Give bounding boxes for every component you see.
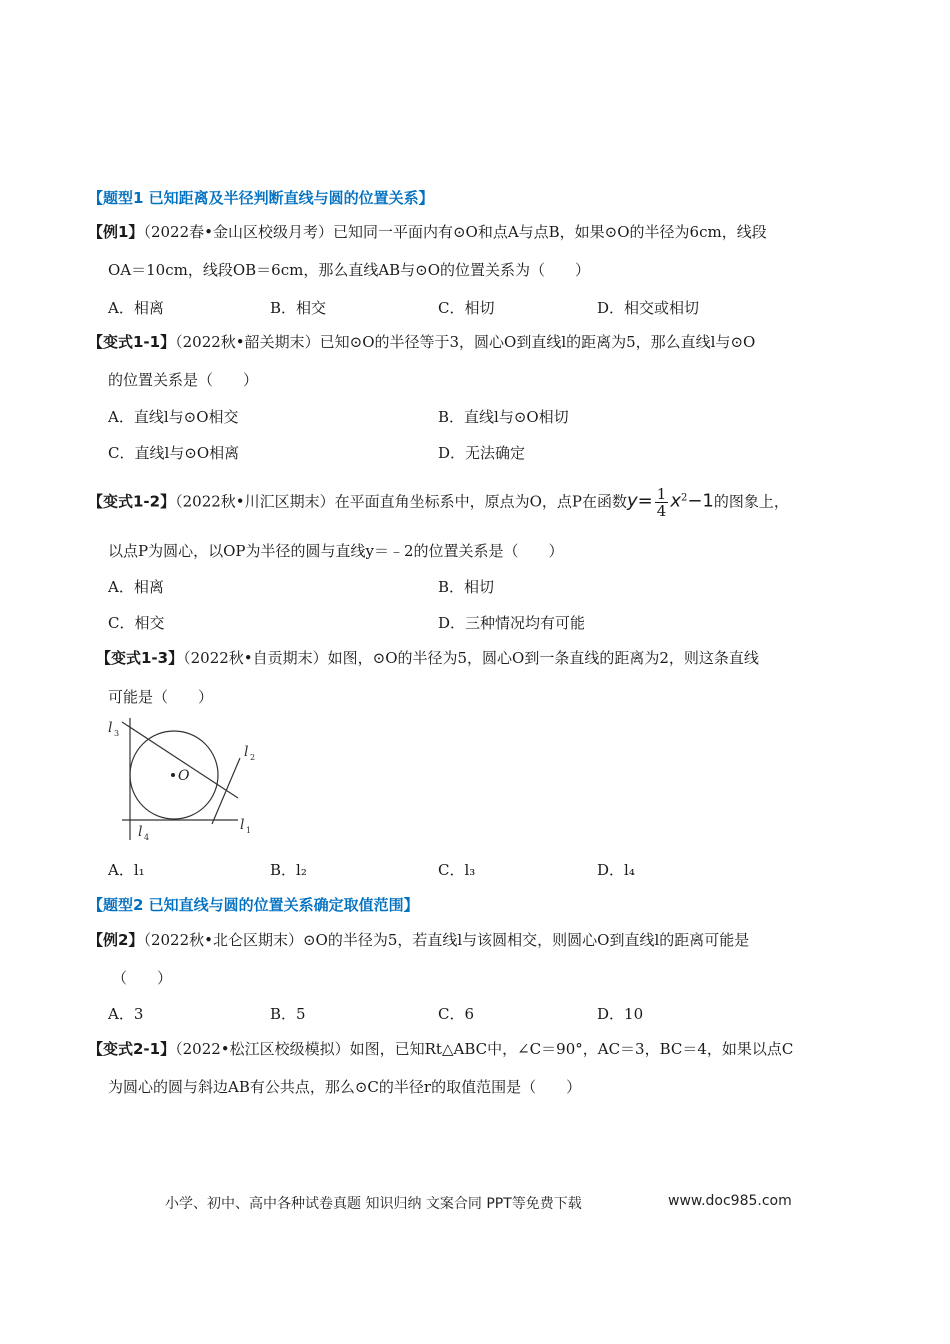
label-l1: l [240, 817, 245, 833]
label-l2: l [244, 744, 249, 760]
option-d: D．无法确定 [438, 444, 526, 462]
option-a: A．直线l与⊙O相交 [108, 408, 239, 426]
question-text: （2022秋•北仑区期末）⊙O的半径为5，若直线l与该圆相交，则圆心O到直线l的距离可能是 [143, 931, 750, 949]
question-4-line-2: 可能是（ ） [108, 688, 214, 706]
option-d: D．10 [597, 1005, 644, 1023]
option-c: C．直线l与⊙O相离 [108, 444, 240, 462]
option-c: C．相切 [438, 299, 495, 317]
label-l3-sub: 3 [114, 729, 120, 738]
formula-y: y= [627, 490, 653, 512]
question-1-line-1 [88, 222, 767, 242]
line-l3 [122, 722, 238, 798]
option-a: A．相离 [108, 578, 164, 596]
label-l2-sub: 2 [250, 753, 256, 762]
question-5-line-2: （ ） [112, 969, 173, 987]
option-b: B．直线l与⊙O相切 [438, 408, 569, 426]
question-6-line-1 [88, 1039, 793, 1059]
formula-fraction [655, 486, 669, 519]
formula-x: x [670, 490, 681, 512]
footer-text: 小学、初中、高中各种试卷真题 知识归纳 文案合同 PPT等免费下载 [165, 1196, 582, 1212]
question-2-line-1 [88, 332, 755, 352]
option-b: B．相切 [438, 578, 495, 596]
question-label: 【例1】 [88, 223, 144, 241]
question-text: （2022秋•川汇区期末）在平面直角坐标系中，原点为O，点P在函数 [175, 492, 628, 511]
option-a: A．l₁ [108, 861, 145, 879]
question-label: 【变式1-2】 [88, 492, 176, 511]
question-3-line-1 [88, 486, 789, 519]
section-heading-1: 【题型1 已知距离及半径判断直线与圆的位置关系】 [88, 189, 434, 207]
question-label: 【变式2-1】 [88, 1040, 176, 1058]
question-label: 【例2】 [88, 931, 144, 949]
formula-exponent: 2 [680, 492, 688, 504]
section-heading-2: 【题型2 已知直线与圆的位置关系确定取值范围】 [88, 896, 419, 914]
question-4-line-1 [96, 648, 759, 668]
option-c: C．l₃ [438, 861, 476, 879]
question-6-line-2: 为圆心的圆与斜边AB有公共点，那么⊙C的半径r的取值范围是（ ） [108, 1078, 582, 1096]
option-c: C．相交 [108, 614, 165, 632]
footer-url[interactable]: www.doc985.com [668, 1193, 792, 1209]
option-d: D．相交或相切 [597, 299, 700, 317]
option-d: D．三种情况均有可能 [438, 614, 586, 632]
option-a: A．相离 [108, 299, 164, 317]
fraction-denominator: 4 [656, 502, 667, 520]
option-c: C．6 [438, 1005, 475, 1023]
question-1-line-2: OA＝10cm，线段OB＝6cm，那么直线AB与⊙O的位置关系为（ ） [108, 261, 591, 279]
formula-rest: −1 [687, 490, 714, 512]
label-l1-sub: 1 [246, 826, 252, 835]
label-l3: l [108, 720, 113, 736]
center-dot [171, 773, 175, 777]
option-b: B．相交 [270, 299, 327, 317]
geometry-figure [100, 712, 270, 847]
option-d: D．l₄ [597, 861, 635, 879]
question-text: （2022•松江区校级模拟）如图，已知Rt△ABC中，∠C＝90°，AC＝3，BC＝4，如果以点C [175, 1040, 794, 1058]
question-text: （2022春•金山区校级月考）已知同一平面内有⊙O和点A与点B，如果⊙O的半径为6cm，线段 [143, 223, 767, 241]
question-label: 【变式1-3】 [96, 649, 184, 667]
line-l2 [212, 758, 240, 824]
question-text: （2022秋•韶关期末）已知⊙O的半径等于3，圆心O到直线l的距离为5，那么直线l与⊙O [175, 333, 756, 351]
question-3-line-2: 以点P为圆心，以OP为半径的圆与直线y＝﹣2的位置关系是（ ） [108, 542, 564, 560]
question-label: 【变式1-1】 [88, 333, 176, 351]
question-text: 的图象上， [713, 492, 789, 511]
option-b: B．5 [270, 1005, 306, 1023]
option-a: A．3 [108, 1005, 144, 1023]
center-label: O [178, 768, 190, 784]
question-5-line-1 [88, 930, 749, 950]
question-text: （2022秋•自贡期末）如图，⊙O的半径为5，圆心O到一条直线的距离为2，则这条直线 [183, 649, 759, 667]
fraction-numerator: 1 [656, 485, 667, 503]
option-b: B．l₂ [270, 861, 307, 879]
question-2-line-2: 的位置关系是（ ） [108, 371, 259, 389]
label-l4-sub: 4 [144, 833, 150, 842]
label-l4: l [138, 824, 143, 840]
